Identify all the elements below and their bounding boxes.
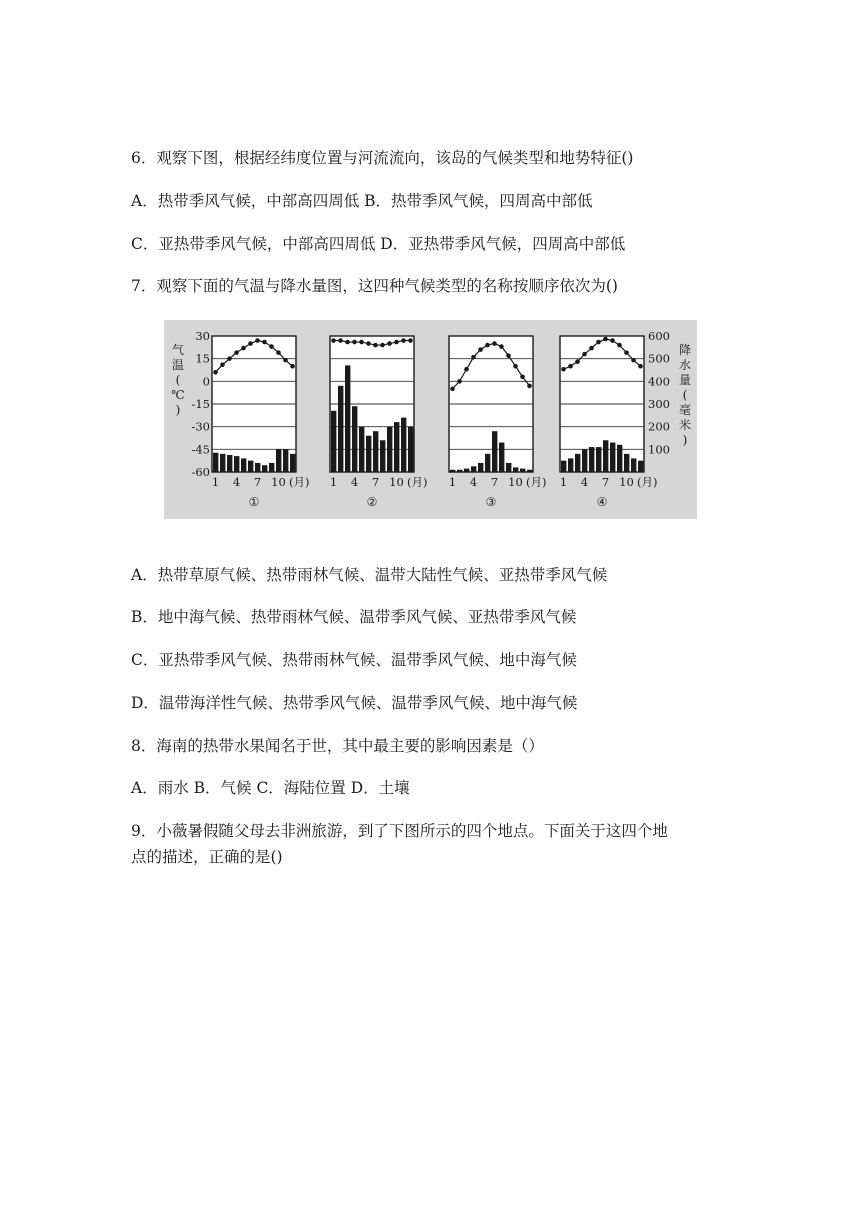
temperature-point <box>492 341 497 346</box>
precip-bar <box>290 454 295 472</box>
precip-axis-title-char: 毫 <box>678 403 692 417</box>
precip-bar <box>471 466 476 472</box>
temperature-point <box>234 350 239 355</box>
month-tick-label: 7 <box>601 475 610 489</box>
temp-tick-label: -15 <box>191 397 210 411</box>
temperature-point <box>624 350 629 355</box>
month-unit-label: (月) <box>526 475 547 489</box>
month-tick-label: 4 <box>580 475 589 489</box>
temperature-point <box>568 364 573 369</box>
q6-stem: 6．观察下图，根据经纬度位置与河流流向，该岛的气候类型和地势特征() <box>131 149 634 167</box>
temp-axis-title-char: ) <box>175 403 181 417</box>
month-tick-label: 4 <box>350 475 359 489</box>
temperature-point <box>213 370 218 375</box>
precip-bar <box>248 461 253 472</box>
q9-stem-line2: 点的描述，正确的是() <box>131 848 283 866</box>
precip-bar <box>345 365 350 472</box>
precip-bar <box>262 465 267 472</box>
temperature-point <box>255 338 260 343</box>
precip-tick-label: 400 <box>648 374 670 389</box>
temperature-point <box>269 344 274 349</box>
precip-bar <box>394 422 399 472</box>
precip-tick-label: 500 <box>648 351 670 366</box>
precip-axis-title-char: 量 <box>678 373 692 387</box>
precip-bar <box>366 436 371 472</box>
precip-bar <box>596 447 601 472</box>
precip-bar <box>331 411 336 472</box>
month-tick-label: 7 <box>253 475 262 489</box>
temperature-point <box>631 358 636 363</box>
precip-bar <box>283 449 288 472</box>
temperature-point <box>457 379 462 384</box>
precip-bar <box>241 458 246 472</box>
precip-bar <box>220 454 225 472</box>
temp-tick-label: 0 <box>202 374 210 389</box>
precip-bar <box>499 443 504 472</box>
precip-bar <box>624 454 629 472</box>
temperature-point <box>582 352 587 357</box>
precip-bar <box>520 469 525 472</box>
temp-tick-label: -60 <box>191 465 210 479</box>
month-unit-label: (月) <box>637 475 658 489</box>
temperature-point <box>527 384 532 389</box>
precip-bar <box>408 427 413 472</box>
temperature-point <box>561 367 566 372</box>
precip-bar <box>603 440 608 472</box>
temperature-point <box>485 343 490 348</box>
precip-bar <box>450 470 455 472</box>
temperature-point <box>513 364 518 369</box>
temperature-point <box>506 353 511 358</box>
precip-bar <box>352 406 357 472</box>
precip-bar <box>485 454 490 472</box>
month-unit-label: (月) <box>407 475 428 489</box>
temperature-point <box>520 375 525 380</box>
temp-axis-title-char: 温 <box>171 358 185 372</box>
precip-bar <box>401 418 406 472</box>
precip-tick-label: 200 <box>648 419 670 434</box>
temperature-point <box>380 343 385 348</box>
temperature-point <box>610 338 615 343</box>
temperature-point <box>471 355 476 360</box>
precip-bar <box>527 470 532 472</box>
precip-axis-title-char: 降 <box>678 343 692 357</box>
temperature-point <box>589 346 594 351</box>
panel-number: ③ <box>485 495 497 509</box>
precip-bar <box>457 470 462 472</box>
panel-number: ① <box>248 495 260 509</box>
month-unit-label: (月) <box>289 475 310 489</box>
precip-bar <box>269 463 274 472</box>
q8-options: A．雨水 B．气候 C．海陆位置 D．土壤 <box>131 779 410 797</box>
temp-axis-title-char: 气 <box>171 343 185 357</box>
temperature-point <box>290 364 295 369</box>
month-tick-label: 1 <box>211 475 220 489</box>
panel-number: ④ <box>596 495 608 509</box>
month-tick-label: 10 <box>619 475 634 489</box>
temperature-point <box>603 337 608 342</box>
temp-tick-label: -45 <box>191 442 210 457</box>
precip-bar <box>255 463 260 472</box>
q9-stem-line1: 9．小薇暑假随父母去非洲旅游，到了下图所示的四个地点。下面关于这四个地 <box>131 822 668 840</box>
precip-bar <box>387 427 392 472</box>
precip-axis-title-char: ) <box>682 433 688 447</box>
temp-tick-label: 15 <box>195 351 210 366</box>
q6-options-cd: C．亚热带季风气候，中部高四周低 D．亚热带季风气候，四周高中部低 <box>131 235 626 253</box>
panel-number: ② <box>366 495 378 509</box>
precip-axis-title-char: ( <box>682 388 688 402</box>
temperature-point <box>387 341 392 346</box>
precip-bar <box>234 456 239 472</box>
precip-bar <box>276 449 281 472</box>
temperature-point <box>345 340 350 345</box>
precip-bar <box>575 454 580 472</box>
precip-tick-label: 300 <box>648 397 670 411</box>
climate-charts-figure <box>164 320 697 519</box>
temp-axis-title-char: ( <box>175 373 181 387</box>
precip-axis-title-char: 米 <box>678 418 692 432</box>
precip-bar <box>227 455 232 472</box>
temperature-point <box>352 340 357 345</box>
precip-bar <box>617 445 622 472</box>
precip-bar <box>373 431 378 472</box>
temperature-point <box>394 340 399 345</box>
month-tick-label: 7 <box>371 475 380 489</box>
q8-stem: 8．海南的热带水果闻名于世，其中最主要的影响因素是（） <box>131 737 544 755</box>
precip-bar <box>464 469 469 472</box>
month-tick-label: 1 <box>559 475 568 489</box>
temperature-point <box>366 341 371 346</box>
temperature-point <box>478 347 483 352</box>
temperature-point <box>464 367 469 372</box>
climate-charts-svg <box>164 320 697 519</box>
month-tick-label: 4 <box>232 475 241 489</box>
precip-bar <box>610 443 615 472</box>
temperature-point <box>283 358 288 363</box>
precip-bar <box>338 386 343 472</box>
precip-bar <box>589 447 594 472</box>
month-tick-label: 7 <box>490 475 499 489</box>
precip-tick-label: 600 <box>648 329 670 343</box>
precip-bar <box>506 463 511 472</box>
precip-bar <box>492 431 497 472</box>
temp-tick-label: -30 <box>191 419 210 434</box>
temperature-point <box>575 359 580 364</box>
temperature-point <box>638 364 643 369</box>
precip-bar <box>582 449 587 472</box>
precip-bar <box>638 461 643 472</box>
precip-bar <box>359 427 364 472</box>
temperature-point <box>359 340 364 345</box>
q6-options-ab: A．热带季风气候，中部高四周低 B．热带季风气候，四周高中部低 <box>131 192 593 210</box>
temperature-point <box>241 346 246 351</box>
precip-axis-title-char: 水 <box>678 358 692 372</box>
q7-option-d: D．温带海洋性气候、热带季风气候、温带季风气候、地中海气候 <box>131 694 578 712</box>
month-tick-label: 1 <box>329 475 338 489</box>
month-tick-label: 10 <box>271 475 286 489</box>
temperature-point <box>401 338 406 343</box>
month-tick-label: 10 <box>508 475 523 489</box>
precip-bar <box>561 461 566 472</box>
precip-bar <box>631 458 636 472</box>
temperature-point <box>408 338 413 343</box>
temperature-point <box>248 341 253 346</box>
q7-option-b: B．地中海气候、热带雨林气候、温带季风气候、亚热带季风气候 <box>131 608 577 626</box>
temperature-point <box>499 344 504 349</box>
temperature-point <box>276 350 281 355</box>
temperature-point <box>450 387 455 392</box>
month-tick-label: 10 <box>389 475 404 489</box>
temperature-point <box>373 343 378 348</box>
q7-stem: 7．观察下面的气温与降水量图，这四种气候类型的名称按顺序依次为() <box>131 277 618 295</box>
q7-option-c: C．亚热带季风气候、热带雨林气候、温带季风气候、地中海气候 <box>131 651 577 669</box>
precip-bar <box>513 467 518 472</box>
temperature-point <box>227 356 232 361</box>
precip-bar <box>380 440 385 472</box>
temp-axis-title-char: ℃ <box>171 388 185 402</box>
temperature-point <box>338 338 343 343</box>
temperature-point <box>331 338 336 343</box>
temperature-point <box>596 340 601 345</box>
precip-tick-label: 100 <box>648 442 670 457</box>
precip-bar <box>213 453 218 472</box>
temperature-point <box>262 340 267 345</box>
precip-bar <box>568 458 573 472</box>
q7-option-a: A．热带草原气候、热带雨林气候、温带大陆性气候、亚热带季风气候 <box>131 566 608 584</box>
temp-tick-label: 30 <box>195 329 210 343</box>
temperature-point <box>617 343 622 348</box>
month-tick-label: 1 <box>448 475 457 489</box>
precip-bar <box>478 463 483 472</box>
month-tick-label: 4 <box>469 475 478 489</box>
temperature-point <box>220 362 225 367</box>
